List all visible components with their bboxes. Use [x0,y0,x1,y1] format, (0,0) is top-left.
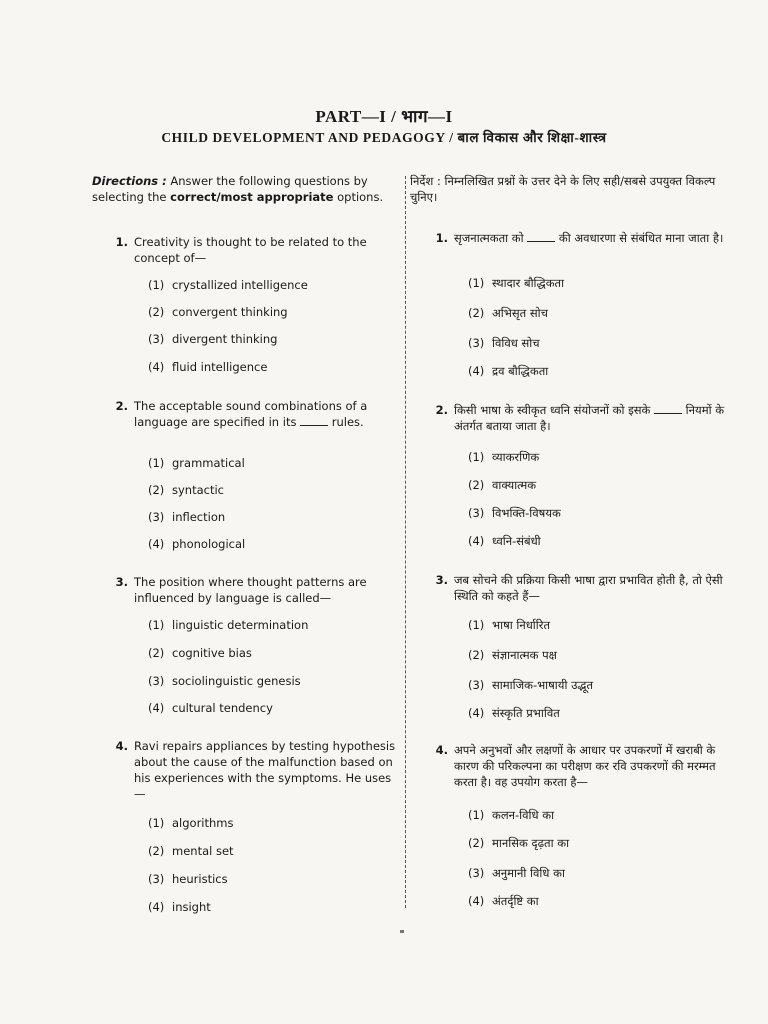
directions-text-post: options. [333,190,384,204]
option-2: (2) cognitive bias [148,646,252,660]
option-3: (3) heuristics [148,872,228,886]
option-3: (3) divergent thinking [148,332,278,346]
option-4: (4) अंतर्दृष्टि का [468,894,539,908]
directions-hindi: निर्देश : निम्नलिखित प्रश्नों के उत्तर देने के लिए सही/सबसे उपयुक्त विकल्प चुनिए। [410,174,716,204]
question-en-2 [108,398,398,551]
option-3: (3) inflection [148,510,226,524]
option-1: (1) algorithms [148,816,234,830]
question-text: The position where thought patterns are influenced by language is called— [134,575,367,605]
question-text: किसी भाषा के स्वीकृत ध्वनि संयोजनों को इसके नियमों के अंतर्गत बताया जाता है। [454,403,725,433]
question-en-3 [108,574,398,715]
option-3: (3) अनुमानी विधि का [468,866,565,880]
option-2: (2) संज्ञानात्मक पक्ष [468,648,557,662]
question-text: Creativity is thought to be related to the concept of— [134,235,367,265]
question-number: 3. [435,573,448,587]
question-text: जब सोचने की प्रक्रिया किसी भाषा द्वारा प्रभावित होती है, तो ऐसी स्थिति को कहते हैं— [454,573,723,603]
option-2: (2) वाक्यात्मक [468,478,537,492]
question-number: 4. [115,739,128,753]
option-3: (3) विभक्ति-विषयक [468,506,561,520]
option-1: (1) crystallized intelligence [148,278,308,292]
answer-blank [654,403,682,414]
option-4: (4) insight [148,900,211,914]
part-heading [0,104,768,127]
option-1: (1) grammatical [148,456,245,470]
question-number: 2. [435,403,448,417]
option-1: (1) भाषा निर्धारित [468,618,550,632]
option-1: (1) व्याकरणिक [468,450,540,464]
part-title: PART—I / भाग—I [315,107,453,126]
question-text: Ravi repairs appliances by testing hypothesis about the cause of the malfunction based on his experiences with the symptoms. He uses— [134,739,396,801]
option-1: (1) linguistic determination [148,618,309,632]
directions-text-bold: correct/most appropriate [170,190,334,204]
question-number: 4. [435,743,448,757]
subject-title: CHILD DEVELOPMENT AND PEDAGOGY / बाल विकास और शिक्षा-शास्त्र [161,130,607,145]
option-1: (1) कलन-विधि का [468,808,555,822]
question-hi-2 [428,402,728,548]
option-2: (2) syntactic [148,483,224,497]
question-number: 1. [115,235,128,249]
option-4: (4) phonological [148,537,246,551]
column-divider [405,176,406,908]
question-hi-1 [428,230,728,378]
option-4: (4) ध्वनि-संबंधी [468,534,541,548]
option-1: (1) स्थादार बौद्धिकता [468,276,565,290]
question-number: 2. [115,399,128,413]
option-2: (2) मानसिक दृढ़ता का [468,836,570,850]
question-text: अपने अनुभवों और लक्षणों के आधार पर उपकरणों में खराबी के कारण की परिकल्पना का परीक्षण कर रवि उपकरणों की मरम्मत करता है। वह उपयोग करता है— [454,743,716,789]
option-2: (2) convergent thinking [148,305,288,319]
question-en-4 [108,738,398,914]
option-4: (4) cultural tendency [148,701,273,715]
question-hi-3 [428,572,728,720]
question-text: सृजनात्मकता को की अवधारणा से संबंधित माना जाता है। [454,231,724,245]
page-mark [400,930,404,933]
option-3: (3) सामाजिक-भाषायी उद्भूत [468,678,594,692]
question-number: 1. [435,231,448,245]
question-hi-4 [428,742,728,908]
option-4: (4) fluid intelligence [148,360,268,374]
answer-blank [527,231,555,242]
directions-english [92,173,398,205]
option-2: (2) mental set [148,844,234,858]
option-4: (4) द्रव बौद्धिकता [468,364,549,378]
question-text: The acceptable sound combinations of a language are specified in its rules. [134,399,368,429]
option-4: (4) संस्कृति प्रभावित [468,706,560,720]
directions-text-pre: Answer the following questions by selecting the [92,174,368,204]
answer-blank [300,415,328,426]
question-en-1 [108,234,398,374]
directions-label: Directions : [92,174,167,188]
question-number: 3. [115,575,128,589]
option-2: (2) अभिसृत सोच [468,306,548,320]
option-3: (3) विविध सोच [468,336,540,350]
option-3: (3) sociolinguistic genesis [148,674,301,688]
